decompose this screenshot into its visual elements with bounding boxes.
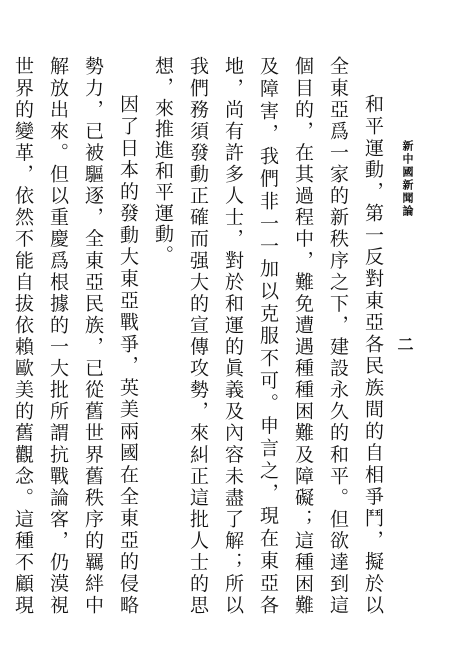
paragraph-peace-movement: 和平運動，第一反對東亞各民族間的自相爭鬥，擬於以全東亞爲一家的新秩序之下，建設永久的和平。但欲達到這個目的，在其過程中，難免遭遇種種困難及障礙；這種困難及障害，我們非一一加以克服不可。申言之，現在東亞各地，尚有許多人士，對於和運的眞義及內容未盡了解；所以我們務須發動正確而强大的宣傳攻勢，來糾正這批人士的思想，來推進和平運動。	[152, 56, 384, 616]
body-text	[12, 56, 390, 616]
page-number: 二	[395, 336, 414, 352]
running-head: 新中國新聞論	[401, 140, 414, 218]
paragraph-greater-east-asia-war: 因了日本的發動大東亞戰爭，英美兩國在全東亞的侵略勢力，已被驅逐，全東亞民族，已從舊世界舊秩序的羈絆中解放出來。但以重慶爲根據的一大批所謂抗戰論客，仍漠視世界的變革，依然不能自拔依賴歐美的舊觀念。這種不顧現	[12, 56, 139, 616]
